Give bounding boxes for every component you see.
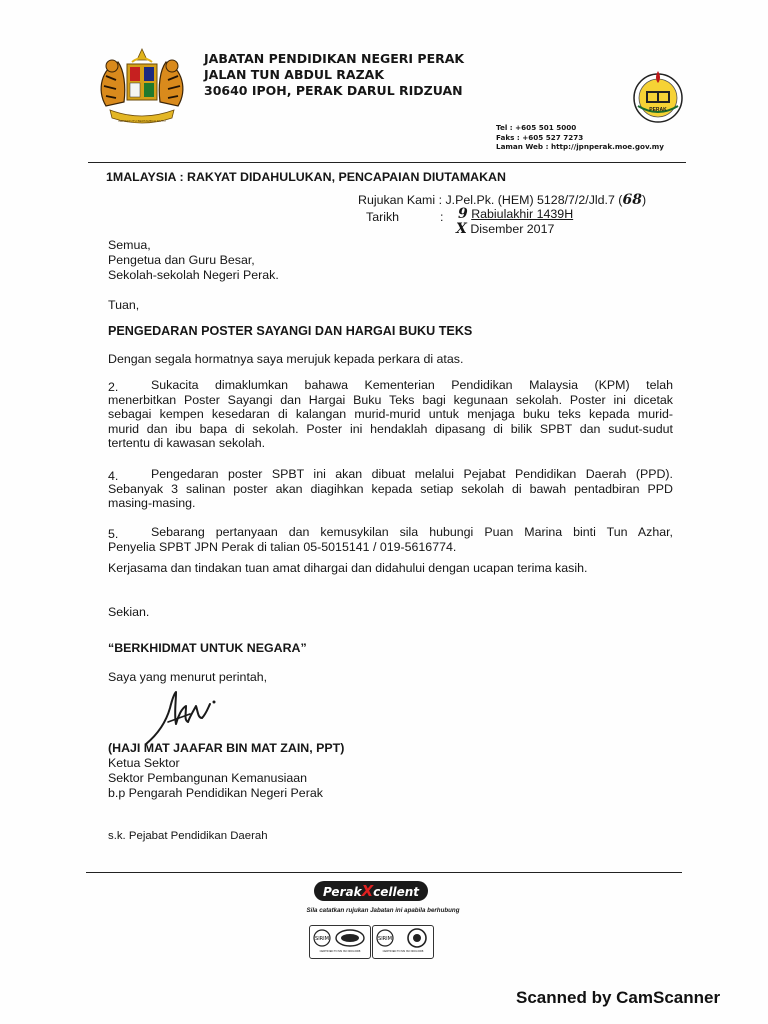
hijri-date-text: Rabiulakhir 1439H	[471, 207, 574, 221]
gregorian-date-text: Disember 2017	[470, 222, 555, 236]
signatory-on-behalf: b.p Pengarah Pendidikan Negeri Perak	[108, 786, 323, 800]
closing: Sekian.	[108, 605, 150, 619]
coat-of-arms-motto: BERSEKUTU BERTAMBAH MUTU	[118, 119, 166, 123]
date-label: Tarikh	[366, 210, 400, 224]
obey-line: Saya yang menurut perintah,	[108, 670, 268, 684]
camscanner-watermark: Scanned by CamScanner	[516, 988, 721, 1007]
greg-day-handwritten: X	[456, 221, 467, 237]
subject: PENGEDARAN POSTER SAYANGI DAN HARGAI BUKU TEKS	[108, 324, 473, 338]
hijri-day-handwritten: 9	[458, 206, 468, 222]
signatory-title: Ketua Sektor	[108, 756, 180, 770]
paragraph-number: 5.	[108, 527, 119, 541]
salutation: Tuan,	[108, 298, 140, 312]
website: Laman Web : http://jpnperak.moe.gov.my	[496, 142, 664, 151]
iso-cert-badge	[309, 925, 371, 959]
contact-info	[496, 123, 664, 152]
gregorian-date	[456, 222, 554, 237]
street-address: JALAN TUN ABDUL RAZAK	[204, 67, 385, 82]
logo-text-right: cellent	[373, 885, 420, 899]
paragraph-line: sebagai kempen kesedaran di kalangan murid-murid untuk menjaga buku teks kepada murid-	[108, 407, 673, 422]
seal-label: PERAK	[649, 107, 667, 113]
carbon-copy: s.k. Pejabat Pendidikan Daerah	[108, 830, 268, 842]
slogan: 1MALAYSIA : RAKYAT DIDAHULUKAN, PENCAPAIAN DIUTAMAKAN	[106, 170, 506, 184]
paragraph-line: menerbitkan Poster Sayangi dan Hargai Buku Teks bagi kegunaan sekolah. Poster ini dicetak	[108, 392, 673, 407]
city-address: 30640 IPOH, PERAK DARUL RIDZUAN	[204, 83, 463, 98]
logo-text-left: Perak	[322, 885, 362, 899]
thanks-paragraph: Kerjasama dan tindakan tuan amat dihargai dan didahului dengan ucapan terima kasih.	[108, 561, 588, 575]
paragraph-line: Sukacita dimaklumkan bahawa Kementerian Pendidikan Malaysia (KPM) telah	[151, 378, 673, 392]
paragraph-2	[108, 378, 673, 451]
iso-cert-logo-icon	[373, 926, 433, 950]
paragraph-line: Penyelia SPBT JPN Perak di talian 05-5015141 / 019-5616774.	[108, 539, 457, 554]
intro-paragraph: Dengan segala hormatnya saya merujuk kepada perkara di atas.	[108, 352, 464, 366]
logo-x: X	[361, 882, 374, 900]
reference-close: )	[641, 193, 647, 207]
hijri-date	[458, 207, 573, 222]
fax: Faks : +605 527 7273	[496, 132, 584, 142]
service-motto: “BERKHIDMAT UNTUK NEGARA”	[108, 641, 307, 655]
paragraph-number: 4.	[108, 469, 119, 483]
paragraph-line: Sebanyak 3 salinan poster akan diagihkan kepada setiap sekolah di bawah pentadbiran PPD	[108, 481, 673, 496]
header-rule	[88, 162, 686, 163]
paragraph-4	[108, 467, 673, 511]
footer-note: Sila catatkan rujukan Jabatan ini apabila berhubung	[306, 907, 460, 914]
paragraph-line: masing-masing.	[108, 496, 196, 511]
telephone: Tel : +605 501 5000	[496, 123, 577, 132]
paragraph-line: tertentu di kawasan sekolah.	[108, 436, 266, 451]
reference-line	[358, 193, 646, 208]
signatory-sector: Sektor Pembangunan Kemanusiaan	[108, 771, 308, 785]
paragraph-line: murid dan ibu bapa di sekolah. Poster ini hendaklah dipasang di bilik SPBT dan sudut-sudut	[108, 421, 673, 436]
paragraph-number: 2.	[108, 380, 119, 394]
footer-rule	[86, 872, 682, 873]
reference-handwritten-number: 68	[622, 192, 642, 208]
jpn-perak-seal-icon	[628, 68, 688, 124]
recipient-line: Semua,	[108, 238, 151, 252]
header-address	[204, 51, 464, 99]
recipient-line: Sekolah-sekolah Negeri Perak.	[108, 268, 279, 282]
paragraph-line: Pengedaran poster SPBT ini akan dibuat melalui Pejabat Pendidikan Daerah (PPD).	[151, 467, 673, 481]
perak-excellent-logo	[314, 881, 428, 901]
reference-label: Rujukan Kami : J.Pel.Pk. (HEM) 5128/7/2/Jld.7 (	[358, 193, 623, 207]
signatory-block	[108, 741, 344, 801]
date-colon: :	[440, 210, 444, 224]
svg-text:SIRIM: SIRIM	[378, 936, 392, 942]
recipients	[108, 238, 279, 283]
iso-cert-logo-icon	[310, 926, 370, 950]
recipient-line: Pengetua dan Guru Besar,	[108, 253, 255, 267]
cert-caption: CERTIFIED TO MS ISO 9001:2008	[319, 950, 361, 953]
department-name: JABATAN PENDIDIKAN NEGERI PERAK	[204, 51, 465, 66]
paragraph-5	[108, 525, 673, 554]
paragraph-line: Sebarang pertanyaan dan kemusykilan sila hubungi Puan Marina binti Tun Azhar,	[151, 525, 673, 539]
signatory-name: (HAJI MAT JAAFAR BIN MAT ZAIN, PPT)	[108, 741, 345, 755]
cert-caption: CERTIFIED TO MS ISO 9001:2008	[382, 950, 424, 953]
svg-text:SIRIM: SIRIM	[315, 936, 329, 942]
iso-cert-badge	[372, 925, 434, 959]
